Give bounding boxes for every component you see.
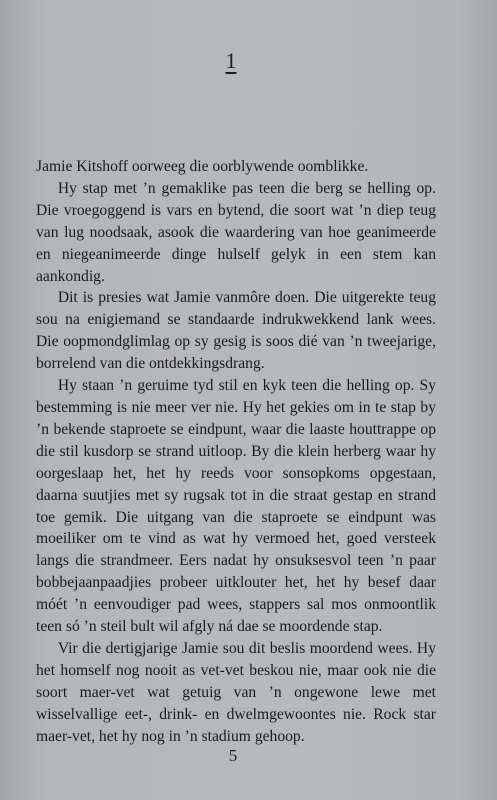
paragraph: Vir die dertigjarige Jamie sou dit beslis moordend wees. Hy het homself nog nooit as vet-vet beskou nie, maar ook nie die soort maer-vet wat getuig van ’n ongewone lewe met wisselvallige eet-, drink- en dwelmgewoontes nie. Rock star maer-vet, het hy nog in ’n stadium gehoop. (36, 639, 436, 745)
paragraph: Hy stap met ’n gemaklike pas teen die berg se helling op. Die vroegoggend is vars en bytend, die soort wat ’n diep teug van lug noodsaak, asook die waardering van hoe geanimeerde en niegeanimeerde dinge hulself gelyk in een stem kan aankondig. (36, 179, 436, 285)
chapter-body (36, 156, 436, 747)
chapter-number: 1 (225, 48, 237, 73)
page-number: 5 (228, 746, 238, 765)
paragraph: Jamie Kitshoff oorweeg die oorblywende oomblikke. (36, 158, 369, 175)
paragraph: Dit is presies wat Jamie vanmôre doen. Die uitgerekte teug sou na enigiemand se standaarde indrukwekkend lank wees. Die oopmondglimlag op sy gesig is soos dié van ’n tweejarige, borrelend van die ontdekkingsdrang. (36, 289, 436, 373)
paragraph: Hy staan ’n geruime tyd stil en kyk teen die helling op. Sy bestemming is nie meer ver nie. Hy het gekies om in te stap by ’n bekende staproete se eindpunt, waar die laaste houttrappe op die stil kusdorp se strand uitloop. By die klein herberg waar hy oorgeslaap het, het hy reeds voor sonsopkoms opgestaan, daarna suutjies met sy rugsak tot in die straat gestap en strand toe gemik. Die uitgang van die staproete se eindpunt was moeiliker om te vind as wat hy vermoed het, goed versteek langs die strandmeer. Eers nadat hy onsuksesvol teen ’n paar bobbejaanpaadjies probeer uitklouter het, het hy besef daar móét ’n eenvoudiger pad wees, stappers sal mos onmoontlik teen só ’n steil bult wil afgly ná dae se moordende stap. (36, 377, 436, 636)
